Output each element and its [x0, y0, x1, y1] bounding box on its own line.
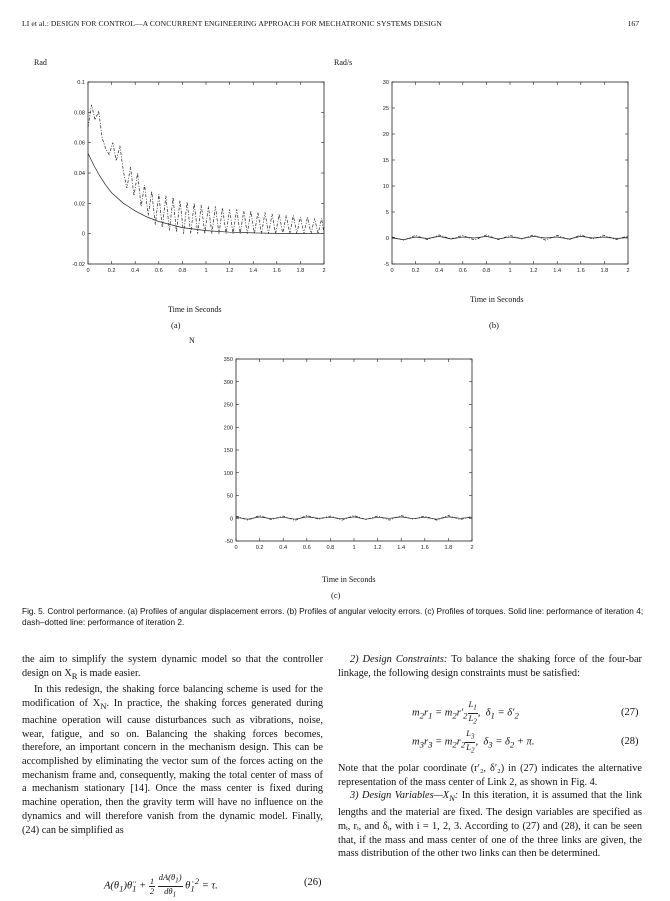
x-tick-label: 1.4 — [249, 268, 258, 274]
equation-26: $A(\theta_1)\thetä_1$ + $\frac{1}{2}$ $\frac{dA(\theta_1)}{d\theta_1}$ $\thetȧ_1^2 = \tau$. — [104, 872, 218, 899]
x-tick-label: 1.6 — [576, 268, 585, 274]
chart-b — [362, 78, 642, 288]
y-tick-label: 5 — [385, 210, 389, 216]
y-tick-label: 0.02 — [74, 201, 85, 208]
x-tick-label: 0.8 — [326, 545, 335, 551]
x-tick-label: 1.2 — [225, 268, 234, 274]
x-tick-label: 0.6 — [154, 268, 163, 274]
equation-27-number: (27) — [621, 707, 639, 718]
left-paragraph-2: In this redesign, the shaking force balancing scheme is used for the modification of $X_N$. In practice, the shaking forces generated during machine operation will cause disturbances such as vibrations, noise, wear, fatigue, and so on. Balancing the shaking forces becomes, therefore, an important concern in the mechanism design. This can be accomplished by eliminating the vector sum of the forces acting on the mechanism frame and, consequently, making the total center of mass of a mechanism stationary [14]. Once the mass center is fixed during machine operation, then the gravity term will have no influence on the dynamics and will therefore vanish from the dynamic model. Finally, (24) can be simplified as — [22, 684, 323, 836]
series-line-iteration-2 — [392, 235, 628, 240]
page-number: 167 — [627, 19, 639, 28]
figure-caption: Fig. 5. Control performance. (a) Profiles of angular displacement errors. (b) Profiles of angular velocity errors. (c) Profiles of torques. Solid line: performance of iteration 4; dash–dotted line: performance of iteration 2. — [22, 606, 644, 627]
x-tick-label: 0.2 — [107, 268, 116, 274]
chart-b-unit-label: Rad/s — [334, 58, 353, 67]
y-tick-label: 0.1 — [77, 80, 85, 86]
x-tick-label: 0.8 — [482, 268, 491, 274]
chart-b-xlabel: Time in Seconds — [470, 295, 524, 304]
y-tick-label: 0.04 — [74, 171, 85, 177]
y-tick-label: 25 — [382, 106, 389, 112]
chart-a-unit-label: Rad — [34, 58, 47, 67]
x-tick-label: 1.8 — [444, 545, 453, 551]
y-tick-label: 0 — [385, 236, 389, 242]
y-tick-label: -0.02 — [72, 262, 85, 268]
equation-28: $m_3r_3 = m_2r_2$ $\frac{L_3}{L_2}$ , $\delta_3 = \delta_2 + \pi$. — [412, 728, 535, 755]
y-tick-label: 20 — [382, 132, 389, 138]
y-tick-label: 10 — [382, 184, 389, 190]
y-tick-label: 0 — [229, 516, 233, 523]
x-tick-label: 0.4 — [131, 268, 140, 274]
y-tick-label: -5 — [384, 262, 389, 268]
y-tick-label: 0.08 — [74, 110, 85, 117]
series-line-iteration-2 — [236, 516, 472, 521]
x-tick-label: 1.8 — [600, 268, 609, 274]
y-tick-label: 350 — [223, 357, 233, 363]
x-tick-label: 1.4 — [397, 545, 406, 551]
right-column-top — [338, 653, 642, 680]
x-tick-label: 1.6 — [272, 268, 281, 274]
y-tick-label: 250 — [223, 402, 233, 409]
series-line-iteration-4 — [236, 517, 472, 519]
polar-coordinate-paragraph: Note that the polar coordinate (r′₂, δ′₂) in (27) indicates the alternative representation of the mass center of Link 2, as shown in Fig. 4. — [338, 763, 642, 788]
x-tick-label: 0.8 — [178, 268, 187, 274]
x-tick-label: 0.4 — [279, 545, 288, 551]
x-tick-label: 0 — [86, 268, 90, 274]
equation-26-number: (26) — [304, 877, 322, 888]
equation-28-number: (28) — [621, 736, 639, 747]
y-tick-label: 150 — [223, 448, 233, 454]
series-line-iteration-2 — [88, 105, 324, 234]
left-column — [22, 653, 323, 837]
chart-c — [208, 355, 488, 565]
series-line-iteration-4 — [392, 236, 628, 239]
x-tick-label: 0.2 — [255, 545, 264, 551]
x-tick-label: 1 — [508, 268, 512, 274]
x-tick-label: 2 — [322, 268, 326, 274]
x-tick-label: 1.2 — [529, 268, 538, 274]
x-tick-label: 1 — [204, 268, 208, 274]
y-tick-label: 0.06 — [74, 140, 85, 147]
chart-b-panel-label: (b) — [489, 320, 499, 330]
y-tick-label: 0 — [81, 231, 85, 238]
y-tick-label: 100 — [223, 470, 233, 477]
x-tick-label: 1.8 — [296, 268, 305, 274]
y-tick-label: 300 — [223, 379, 233, 386]
x-tick-label: 2 — [626, 268, 630, 274]
y-tick-label: -50 — [224, 539, 233, 545]
x-tick-label: 1 — [352, 545, 356, 551]
y-tick-label: 30 — [382, 80, 389, 86]
x-tick-label: 2 — [470, 545, 474, 551]
left-paragraph-1: the aim to simplify the system dynamic model so that the controller design on $X_R$ is made easier. — [22, 654, 323, 681]
x-tick-label: 1.4 — [553, 268, 562, 274]
chart-c-panel-label: (c) — [331, 590, 341, 600]
x-tick-label: 0.6 — [302, 545, 311, 551]
y-tick-label: 50 — [226, 493, 233, 500]
chart-c-unit-label: N — [189, 336, 195, 345]
chart-a-xlabel: Time in Seconds — [168, 305, 222, 314]
y-tick-label: 15 — [382, 158, 389, 164]
chart-a-panel-label: (a) — [171, 320, 181, 330]
x-tick-label: 0.2 — [411, 268, 420, 274]
x-tick-label: 1.2 — [373, 545, 382, 551]
chart-a — [60, 78, 340, 288]
design-variables-paragraph: 3) Design $Variables—X_N$: In this iteration, it is assumed that the link lengths and the material are fixed. The design variables are specified as mᵢ, rᵢ, and δᵢ, with i = 1, 2, 3. According to (27) and (28), it can be seen that, if the mass and mass center of one of the three links are given, the mass distribution of the other two links can then be determined. — [338, 790, 642, 860]
chart-c-frame — [236, 359, 472, 541]
x-tick-label: 0 — [390, 268, 394, 274]
x-tick-label: 1.6 — [420, 545, 429, 551]
running-header: LI et al.: DESIGN FOR CONTROL—A CONCURRENT ENGINEERING APPROACH FOR MECHATRONIC SYSTEMS DESIGN — [22, 19, 442, 28]
equation-27: $m_2r_1 = m_2r'_2$ $\frac{L_1}{L_2}$ , $\delta_1 = \delta'_2$ — [412, 699, 519, 726]
right-column-bottom — [338, 762, 642, 861]
y-tick-label: 200 — [223, 425, 233, 432]
series-line-iteration-4 — [88, 153, 324, 233]
chart-c-xlabel: Time in Seconds — [322, 575, 376, 584]
design-constraints-paragraph: 2) Design Constraints: To balance the shaking force of the four-bar linkage, the following design constraints must be satisfied: — [338, 654, 642, 679]
x-tick-label: 0 — [234, 545, 238, 551]
x-tick-label: 0.4 — [435, 268, 444, 274]
x-tick-label: 0.6 — [458, 268, 467, 274]
